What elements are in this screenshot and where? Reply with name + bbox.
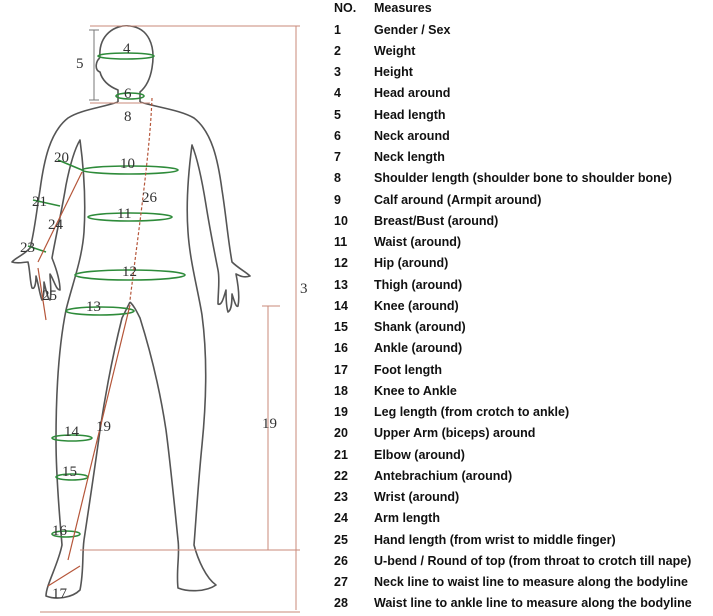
row-measure: Calf around (Armpit around) [374,192,542,207]
row-number: 7 [334,150,341,164]
row-number: 4 [334,86,341,101]
label-12: 12 [122,264,137,280]
row-number: 2 [334,43,341,58]
row-measure: Antebrachium (around) [374,468,513,483]
row-measure: Neck line to waist line to measure along the bodyline [374,575,688,589]
row-measure: Knee (around) [374,298,459,313]
row-measure: Head around [374,86,451,101]
label-17: 17 [52,586,67,602]
row-measure: Foot length [374,362,443,377]
header-measures: Measures [374,1,432,15]
left-body-outline [12,102,130,598]
row-number: 16 [334,341,348,356]
label-26: 26 [142,190,157,206]
row-measure: Shoulder length (shoulder bone to shoulder bone) [374,171,672,186]
label-19-height: 19 [262,416,277,432]
row-measure: Waist (around) [374,235,462,249]
label-4: 4 [123,41,131,57]
row-number: 13 [334,277,348,292]
row-number: 6 [334,128,341,143]
row-number: 27 [334,575,348,589]
label-21: 21 [32,194,47,210]
row-number: 25 [334,532,348,547]
row-number: 12 [334,256,348,271]
label-8: 8 [124,109,132,125]
row-number: 9 [334,192,341,207]
row-measure: Leg length (from crotch to ankle) [374,405,570,419]
row-number: 18 [334,383,348,398]
row-number: 3 [334,65,341,79]
row-number: 17 [334,362,348,377]
body-measurement-figure [0,0,330,616]
row-number: 23 [334,490,348,504]
row-number: 28 [334,596,348,611]
row-number: 22 [334,468,348,483]
row-measure: Elbow (around) [374,447,465,462]
label-25: 25 [42,288,57,304]
row-measure: U-bend / Round of top (from throat to crotch till nape) [374,553,692,568]
row-number: 8 [334,171,341,186]
frame-lines [40,26,300,612]
body-figure-svg [0,0,330,616]
label-10: 10 [120,156,135,172]
row-number: 14 [334,298,348,313]
row-measure: Waist line to ankle line to measure along the bodyline [374,596,692,611]
label-3: 3 [300,281,308,297]
measures-table [334,0,713,616]
row-number: 1 [334,22,341,37]
row-number: 11 [334,235,348,249]
row-measure: Upper Arm (biceps) around [374,426,536,441]
head-length-bracket [89,30,99,100]
label-19-leg: 19 [96,419,111,435]
label-15: 15 [62,464,77,480]
label-14: 14 [64,424,79,440]
row-measure: Head length [374,107,446,122]
right-body-outline [130,102,250,591]
header-no: NO. [334,1,357,15]
label-16: 16 [52,523,67,539]
row-number: 24 [334,511,348,526]
row-number: 20 [334,426,348,441]
row-measure: Wrist (around) [374,490,460,504]
row-measure: Hand length (from wrist to middle finger) [374,532,616,547]
label-13: 13 [86,299,101,315]
row-number: 26 [334,553,348,568]
row-measure: Weight [374,43,416,58]
row-measure: Neck length [374,150,445,164]
row-measure: Height [374,65,413,79]
row-measure: Breast/Bust (around) [374,213,499,228]
row-measure: Arm length [374,511,440,526]
label-5: 5 [76,56,84,72]
row-measure: Hip (around) [374,256,449,271]
row-number: 5 [334,107,341,122]
row-measure: Ankle (around) [374,341,463,356]
label-24: 24 [48,217,63,233]
row-measure: Neck around [374,128,450,143]
label-11: 11 [117,206,132,222]
row-measure: Thigh (around) [374,277,463,292]
row-number: 15 [334,320,348,334]
label-6: 6 [124,86,132,102]
row-measure: Shank (around) [374,320,466,334]
label-23: 23 [20,240,35,256]
label-20: 20 [54,150,69,166]
row-measure: Gender / Sex [374,22,451,37]
row-measure: Knee to Ankle [374,383,457,398]
row-number: 19 [334,405,348,419]
row-number: 21 [334,447,348,462]
row-number: 10 [334,213,348,228]
